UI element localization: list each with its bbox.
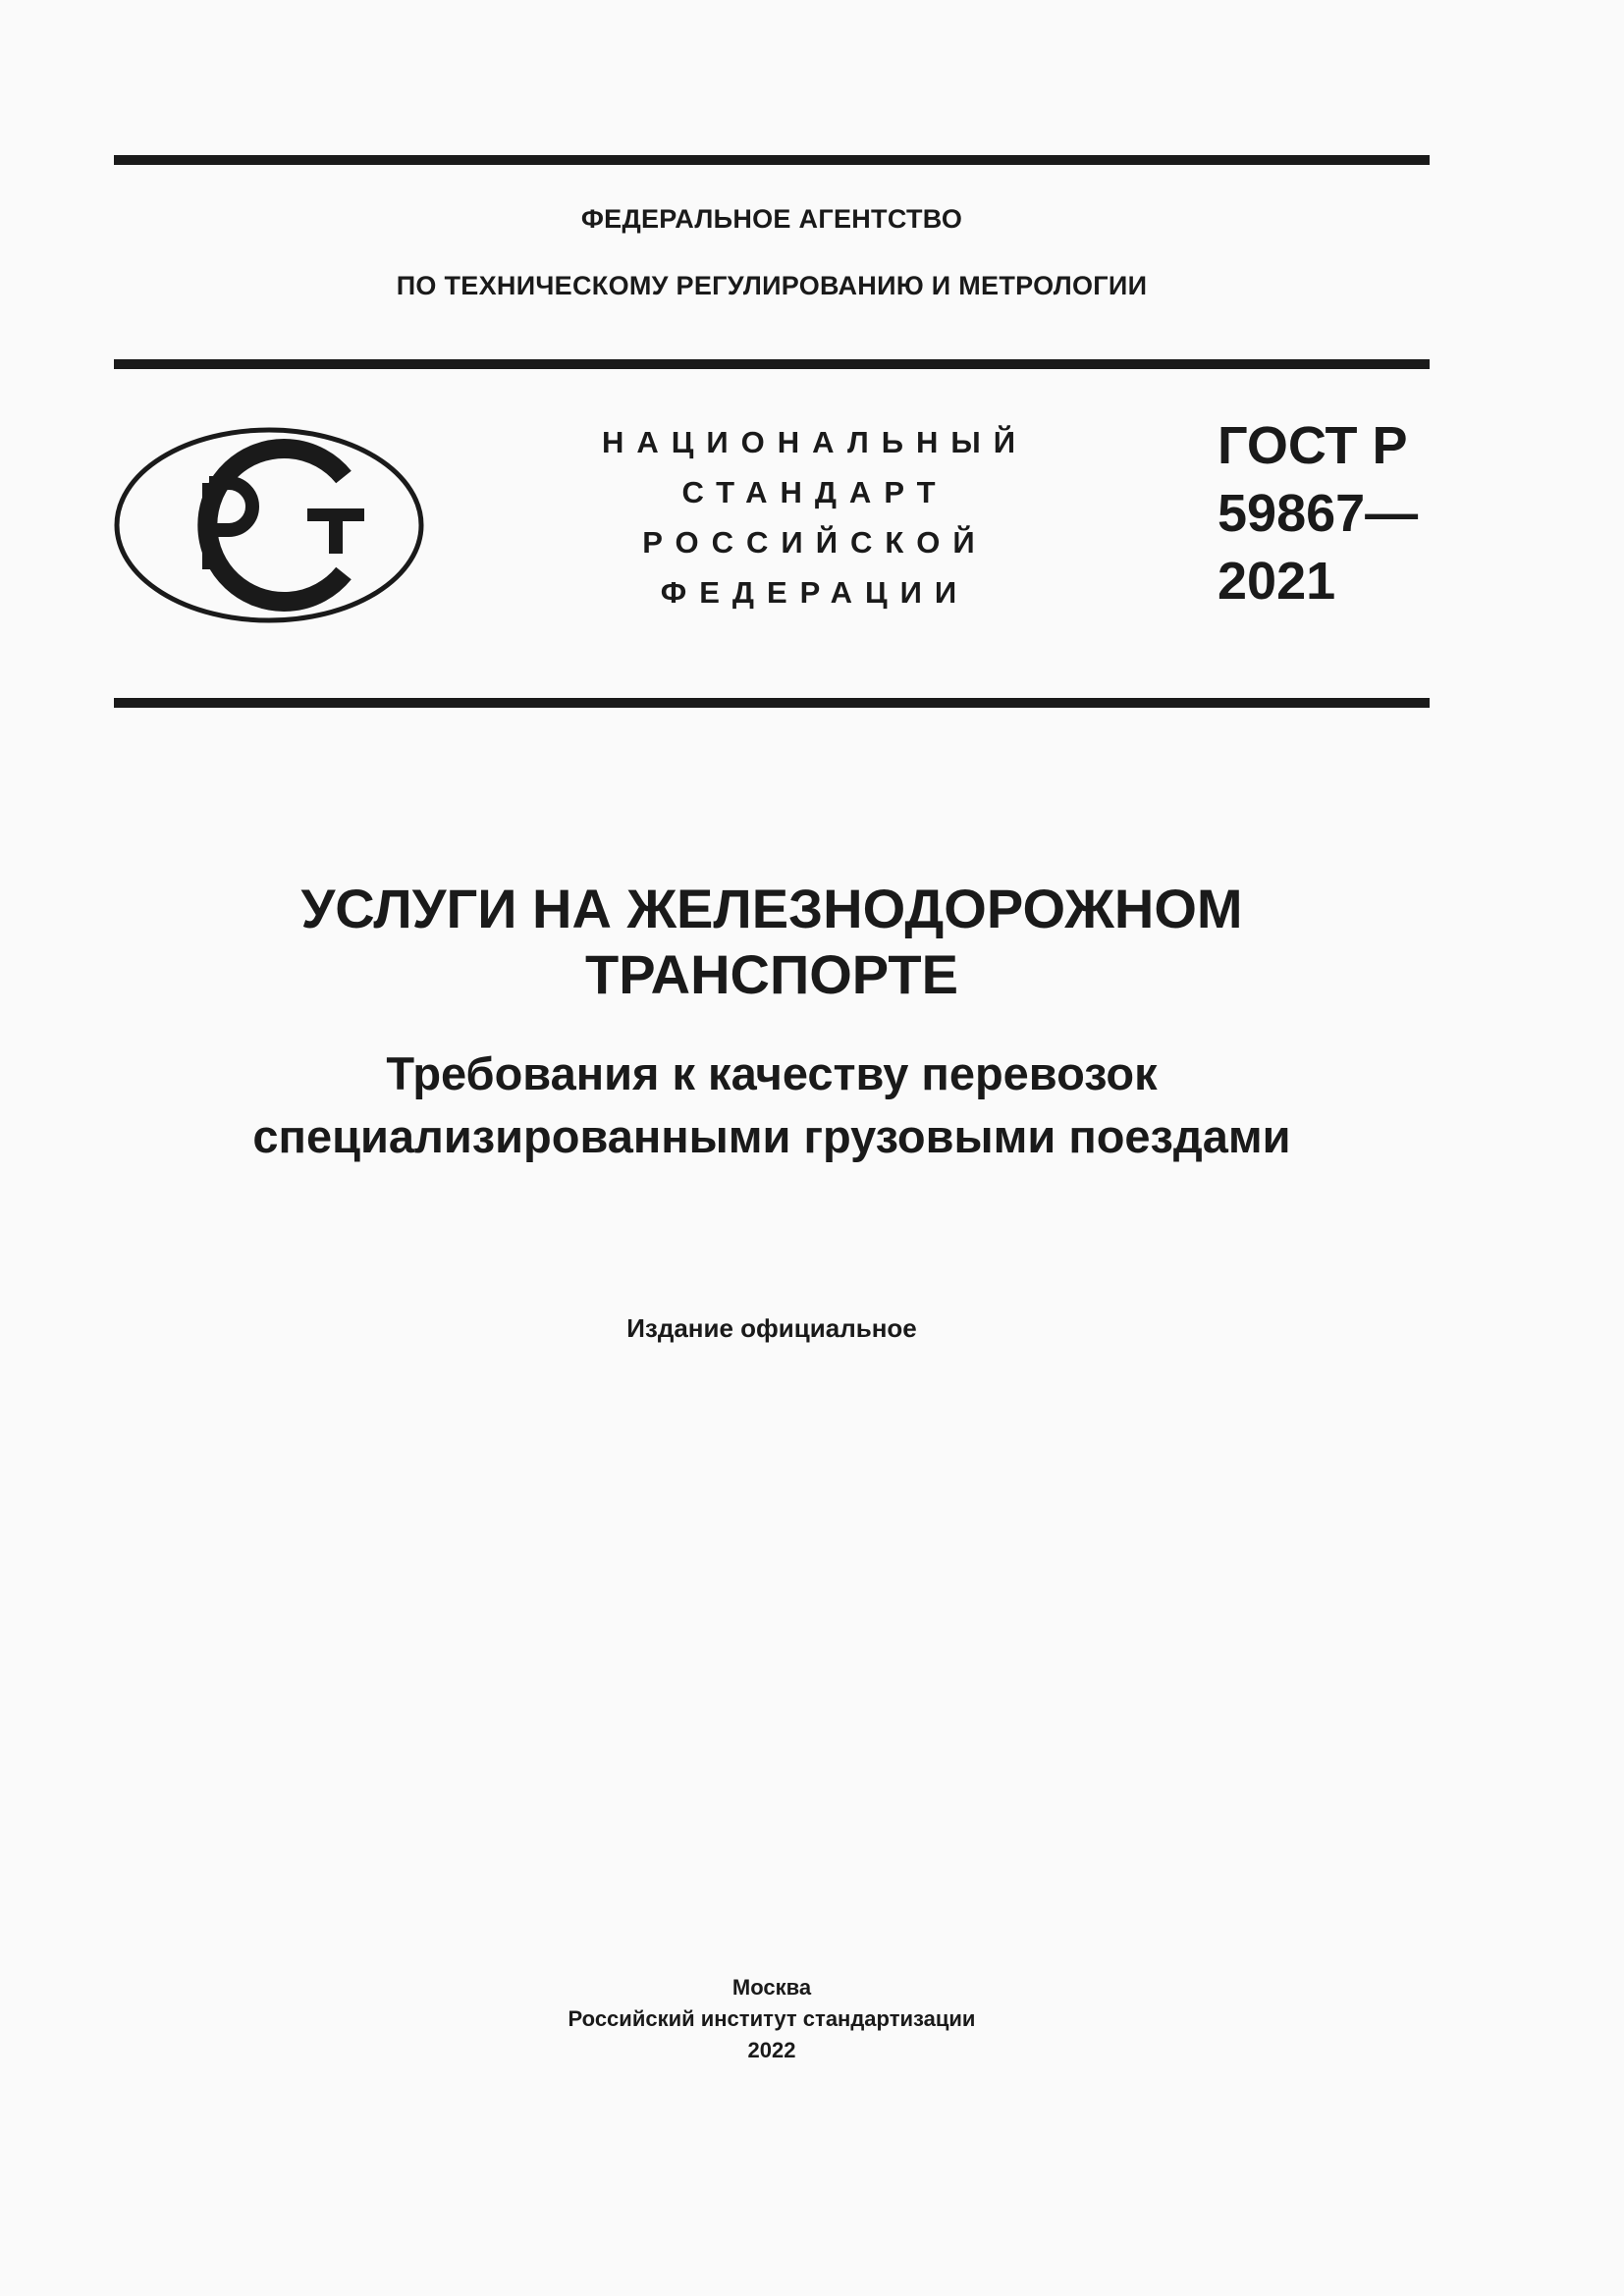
national-standard-label (550, 417, 1080, 617)
rst-mark-icon (113, 426, 425, 624)
document-title (114, 876, 1430, 1007)
subtitle-line-2: специализированными грузовыми поездами (252, 1110, 1291, 1162)
edition-note: Издание официальное (626, 1313, 917, 1343)
national-line-1: НАЦИОНАЛЬНЫЙ (601, 425, 1029, 459)
national-line-2: СТАНДАРТ (681, 475, 948, 509)
agency-line-1: ФЕДЕРАЛЬНОЕ АГЕНТСТВО (580, 204, 963, 234)
imprint-year: 2022 (747, 2038, 796, 2062)
imprint-city: Москва (731, 1975, 812, 2000)
agency-line-2: ПО ТЕХНИЧЕСКОМУ РЕГУЛИРОВАНИЮ И МЕТРОЛОГИИ (396, 271, 1148, 300)
designation-line-3: 2021 (1218, 552, 1336, 611)
subtitle-line-1: Требования к качеству перевозок (386, 1047, 1158, 1099)
middle-rule (114, 359, 1430, 369)
imprint (114, 1972, 1430, 2066)
imprint-publisher: Российский институт стандартизации (568, 2006, 976, 2031)
national-line-3: РОССИЙСКОЙ (642, 525, 988, 560)
national-line-4: ФЕДЕРАЦИИ (660, 575, 970, 610)
document-subtitle (114, 1042, 1430, 1168)
top-rule (114, 155, 1430, 165)
standard-designation (1218, 412, 1418, 615)
title-line-1: УСЛУГИ НА ЖЕЛЕЗНОДОРОЖНОМ (300, 878, 1243, 939)
designation-line-1: ГОСТ Р (1218, 416, 1408, 475)
designation-line-2: 59867— (1218, 484, 1419, 543)
bottom-rule (114, 698, 1430, 708)
title-line-2: ТРАНСПОРТЕ (585, 943, 958, 1005)
